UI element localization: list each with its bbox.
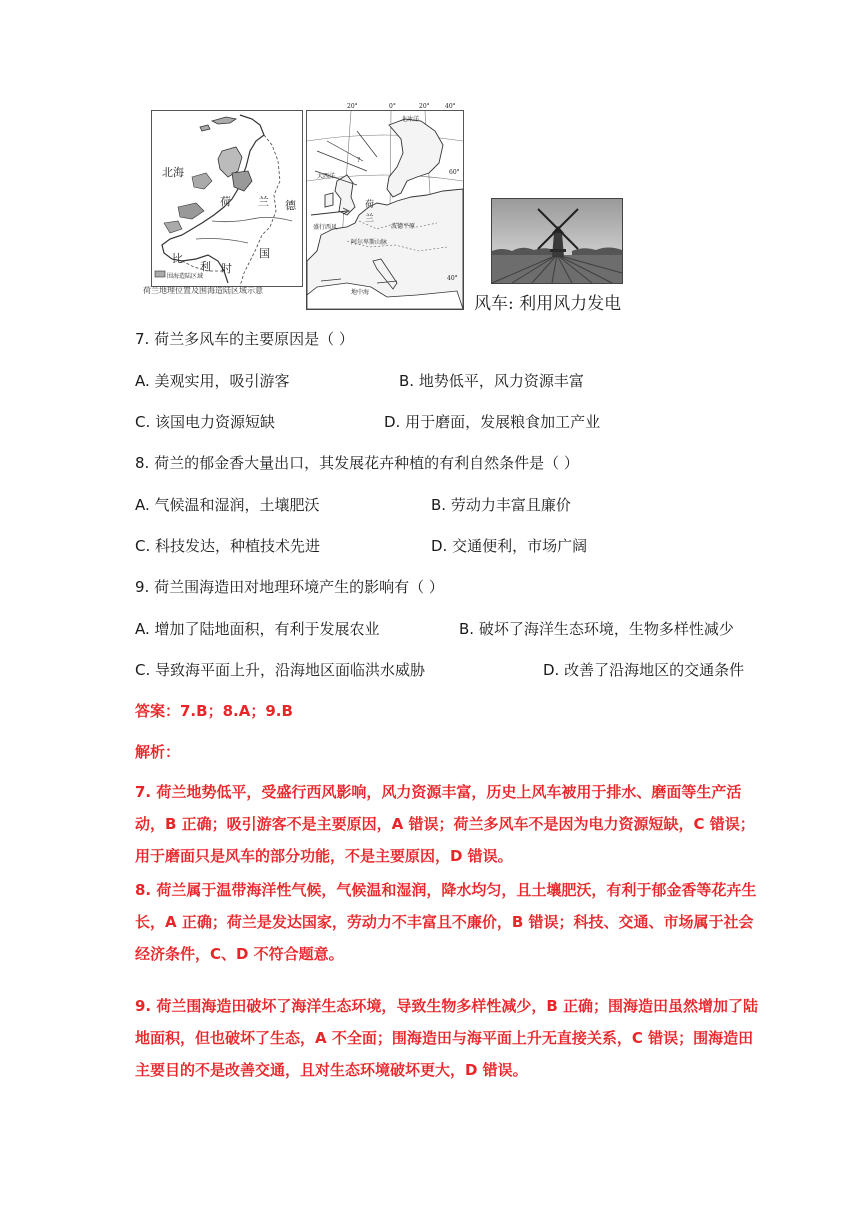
lan-label: 兰 (258, 195, 269, 208)
lat-60-label: 60° (449, 169, 460, 176)
lon-e40-label: 40° (445, 103, 456, 110)
map-caption: 荷兰地理位置及围海造陆区域示意 (143, 286, 263, 295)
question-7-stem: 7. 荷兰多风车的主要原因是（ ） (135, 330, 354, 348)
he-label: 荷 (220, 195, 231, 208)
lat-40-label: 40° (447, 275, 458, 282)
analysis-paragraph-7: 7. 荷兰地势低平，受盛行西风影响，风力资源丰富，历史上风车被用于排水、磨面等生产活动，B 正确；吸引游客不是主要原因，A 错误；荷兰多风车不是因为电力资源短缺，C 错误；用于磨面只是风车的部分功能，不是主要原因，D 错误。 (135, 783, 755, 865)
lon-e20-label: 20° (419, 103, 430, 110)
analysis-label: 解析： (135, 743, 181, 761)
question-8-option-b: B. 劳动力丰富且廉价 (431, 496, 571, 514)
answer-key: 答案：7.B；8.A；9.B (135, 702, 293, 720)
guo-label: 国 (259, 247, 270, 260)
question-8-option-a: A. 气候温和湿润，土壤肥沃 (135, 496, 320, 514)
question-7-option-c: C. 该国电力资源短缺 (135, 413, 276, 431)
arctic-ocean-label: 北冰洋 (401, 116, 420, 123)
netherlands-map (151, 110, 303, 287)
shi-label: 时 (221, 262, 232, 275)
europe-map-drawing (307, 111, 463, 309)
europe-map (306, 103, 464, 310)
legend-label: 围海造陆区域 (167, 273, 204, 280)
lon-0-label: 0° (389, 103, 396, 110)
analysis-paragraph-9: 9. 荷兰围海造田破坏了海洋生态环境，导致生物多样性减少，B 正确；围海造田虽然增加了陆地面积，但也破坏了生态，A 不全面；围海造田与海平面上升无直接关系，C 错误；围海造田主要目的不是改善交通，且对生态环境破坏更大，D 错误。 (135, 997, 759, 1079)
question-9-option-d: D. 改善了沿海地区的交通条件 (543, 661, 745, 679)
westerly-label: 盛行西风 (313, 224, 338, 231)
question-9-option-c: C. 导致海平面上升，沿海地区面临洪水威胁 (135, 661, 426, 679)
atlantic-label: 大西洋 (317, 173, 336, 180)
question-7-option-a: A. 美观实用，吸引游客 (135, 372, 290, 390)
question-8-option-d: D. 交通便利，市场广阔 (431, 537, 588, 555)
plain-label: 波德平原 (391, 223, 416, 230)
question-7-option-d: D. 用于磨面，发展粮食加工产业 (384, 413, 601, 431)
question-9-option-a: A. 增加了陆地面积，有利于发展农业 (135, 620, 380, 638)
bi-label: 比 (172, 252, 183, 265)
north-sea-label: 北海 (162, 166, 184, 179)
question-9-option-b: B. 破坏了海洋生态环境，生物多样性减少 (459, 620, 734, 638)
mediterranean-label: 地中海 (351, 289, 370, 296)
windmill-photo-drawing (492, 199, 622, 283)
lon-w20-label: 20° (347, 103, 358, 110)
li-label: 利 (200, 260, 211, 273)
question-8-stem: 8. 荷兰的郁金香大量出口，其发展花卉种植的有利自然条件是（ ） (135, 454, 579, 472)
photo-caption: 风车: 利用风力发电 (474, 294, 622, 314)
lan2-label: 兰 (365, 214, 375, 224)
alps-label: 阿尔卑斯山脉 (351, 239, 388, 246)
question-9-stem: 9. 荷兰围海造田对地理环境产生的影响有（ ） (135, 578, 444, 596)
question-8-option-c: C. 科技发达，种植技术先进 (135, 537, 321, 555)
question-7-option-b: B. 地势低平，风力资源丰富 (399, 372, 584, 390)
de-label: 德 (285, 199, 296, 212)
unknown-label: ? (357, 157, 361, 164)
analysis-paragraph-8: 8. 荷兰属于温带海洋性气候，气候温和湿润，降水均匀，且土壤肥沃，有利于郁金香等花卉生长，A 正确；荷兰是发达国家，劳动力不丰富且不廉价，B 错误；科技、交通、市场属于社会经济条件，C、D 不符合题意。 (135, 881, 757, 963)
windmill-photo (491, 198, 623, 284)
he2-label: 荷 (365, 200, 375, 210)
